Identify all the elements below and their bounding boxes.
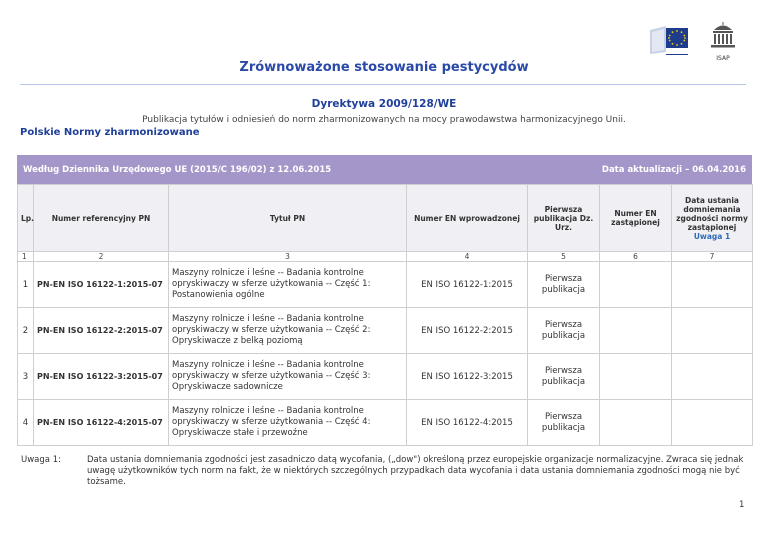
header-date <box>672 185 753 252</box>
table-row <box>18 400 753 446</box>
row-ref: PN-EN ISO 16122-3:2015-07 <box>34 354 169 400</box>
col-number: 7 <box>672 252 753 262</box>
row-ref: PN-EN ISO 16122-4:2015-07 <box>34 400 169 446</box>
row-title: Maszyny rolnicze i leśne -- Badania kontrolne opryskiwaczy w sferze użytkowania -- Część 2: Opryskiwacze z belką poziomą <box>169 308 407 354</box>
page-number: 1 <box>739 500 745 510</box>
note-label: Uwaga 1: <box>21 455 61 465</box>
row-pub: Pierwsza publikacja <box>528 262 600 308</box>
header-en: Numer EN wprowadzonej <box>407 185 528 252</box>
header-pub: Pierwsza publikacja Dz. Urz. <box>528 185 600 252</box>
row-date <box>672 354 753 400</box>
row-title: Maszyny rolnicze i leśne -- Badania kontrolne opryskiwaczy w sferze użytkowania -- Część 4: Opryskiwacze stałe i przewoźne <box>169 400 407 446</box>
col-number: 1 <box>18 252 34 262</box>
row-pub: Pierwsza publikacja <box>528 400 600 446</box>
col-number: 2 <box>34 252 169 262</box>
section-title: Polskie Normy zharmonizowane <box>20 127 200 138</box>
row-ref: PN-EN ISO 16122-2:2015-07 <box>34 308 169 354</box>
page-title: Zrównoważone stosowanie pestycydów <box>239 60 529 75</box>
header-replaced: Numer EN zastąpionej <box>600 185 672 252</box>
header-ref: Numer referencyjny PN <box>34 185 169 252</box>
table-row <box>18 308 753 354</box>
row-replaced <box>600 262 672 308</box>
banner-source: Według Dziennika Urzędowego UE (2015/C 196/02) z 12.06.2015 <box>23 164 332 175</box>
row-replaced <box>600 400 672 446</box>
row-ref: PN-EN ISO 16122-1:2015-07 <box>34 262 169 308</box>
col-number: 4 <box>407 252 528 262</box>
standards-table <box>17 184 753 446</box>
row-date <box>672 308 753 354</box>
header-date-label: Data ustania domniemania zgodności normy zastąpionej <box>676 195 748 232</box>
column-number-row <box>18 252 753 262</box>
table-banner <box>17 155 752 184</box>
row-pub: Pierwsza publikacja <box>528 308 600 354</box>
row-title: Maszyny rolnicze i leśne -- Badania kontrolne opryskiwaczy w sferze użytkowania -- Część 1: Postanowienia ogólne <box>169 262 407 308</box>
row-lp: 2 <box>18 308 34 354</box>
row-en: EN ISO 16122-1:2015 <box>407 262 528 308</box>
row-en: EN ISO 16122-2:2015 <box>407 308 528 354</box>
directive-title: Dyrektywa 2009/128/WE <box>311 98 457 110</box>
banner-update-date: Data aktualizacji – 06.04.2016 <box>601 164 746 175</box>
row-lp: 1 <box>18 262 34 308</box>
row-replaced <box>600 354 672 400</box>
logos <box>648 22 740 62</box>
row-date <box>672 262 753 308</box>
title-divider <box>20 84 746 85</box>
row-en: EN ISO 16122-3:2015 <box>407 354 528 400</box>
row-date <box>672 400 753 446</box>
european-commission-logo <box>648 22 692 62</box>
col-number: 5 <box>528 252 600 262</box>
row-replaced <box>600 308 672 354</box>
header-date-note: Uwaga 1 <box>693 231 731 241</box>
header-title: Tytuł PN <box>169 185 407 252</box>
header-lp: Lp. <box>18 185 34 252</box>
table-row <box>18 262 753 308</box>
row-en: EN ISO 16122-4:2015 <box>407 400 528 446</box>
col-number: 6 <box>600 252 672 262</box>
row-pub: Pierwsza publikacja <box>528 354 600 400</box>
row-lp: 4 <box>18 400 34 446</box>
isap-label: ISAP <box>716 55 730 62</box>
isap-logo <box>706 22 740 62</box>
row-title: Maszyny rolnicze i leśne -- Badania kontrolne opryskiwaczy w sferze użytkowania -- Część 3: Opryskiwacze sadownicze <box>169 354 407 400</box>
note-text: Data ustania domniemania zgodności jest zasadniczo datą wycofania, („dow") określoną przez europejskie organizacje normalizacyjne. Zwraca się jednak uwagę użytkowników tych norm na fakt, że w niektórych szczególnych przypadkach data wycofania i data ustania domniemania zgodności mogą nie być tożsame. <box>87 455 744 487</box>
col-number: 3 <box>169 252 407 262</box>
table-row <box>18 354 753 400</box>
description: Publikacja tytułów i odniesień do norm zharmonizowanych na mocy prawodawstwa harmonizacyjnego Unii. <box>142 115 626 125</box>
row-lp: 3 <box>18 354 34 400</box>
table-header-row <box>18 185 753 252</box>
